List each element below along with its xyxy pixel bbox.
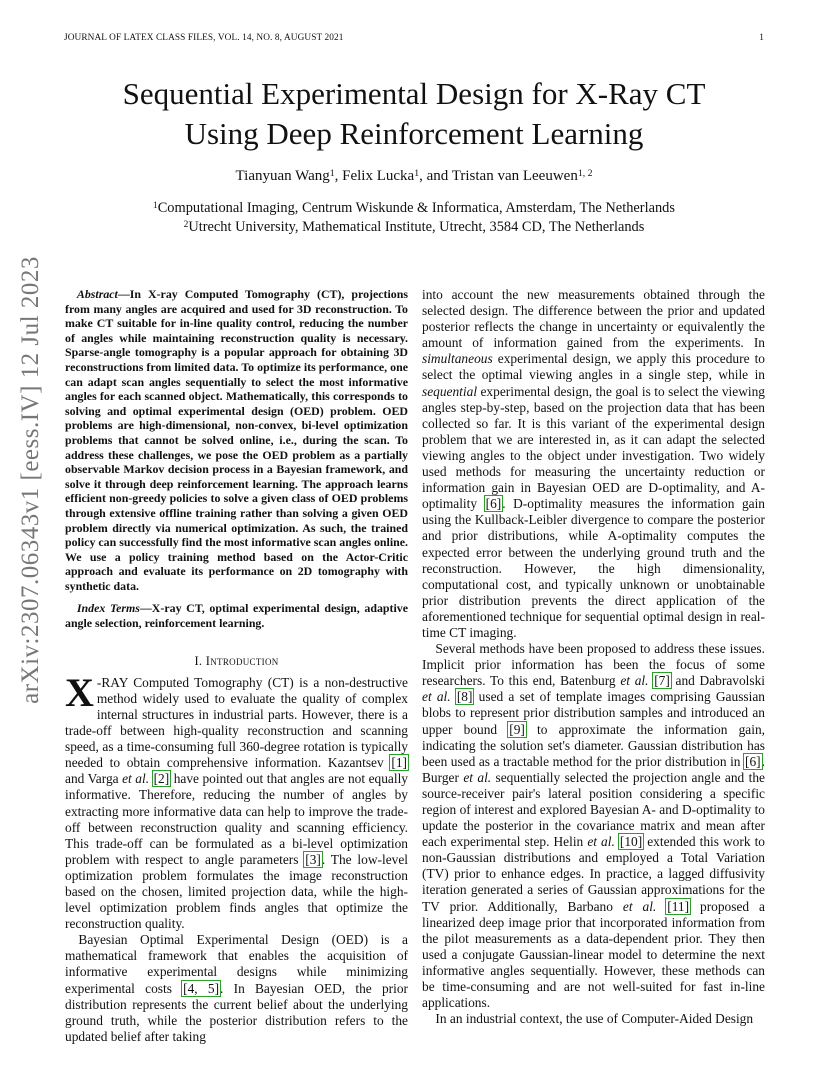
emphasis: sequential <box>422 383 478 399</box>
abstract-label: Abstract <box>76 287 118 301</box>
citation-link[interactable]: [9] <box>509 721 525 737</box>
paragraph-text: used a set of template images comprising Gaussian blobs to represent prior distribution samples and introduced an upper bound <box>422 689 765 737</box>
section-title: Introduction <box>205 653 279 668</box>
paragraph-text: Several methods have been proposed to address these issues. Implicit prior information has been the focus of some researchers. To this end, Batenburg <box>422 641 765 689</box>
citation-link[interactable]: [6] <box>485 496 502 512</box>
author-affiliation-mark: 1 <box>329 167 335 179</box>
et-al: et al. <box>622 898 657 914</box>
right-paragraph-3 <box>422 1011 765 1027</box>
intro-paragraph-2 <box>65 932 408 1045</box>
author-separator: , <box>334 168 343 184</box>
emphasis: simultaneous <box>422 351 493 367</box>
affiliation-mark: 1 <box>153 200 158 211</box>
affiliations <box>40 199 788 237</box>
citation-link[interactable]: [6] <box>745 753 761 769</box>
author-separator: , and <box>419 168 452 184</box>
paragraph-text: In an industrial context, the use of Computer-Aided Design <box>435 1011 754 1027</box>
affiliation-text: Utrecht University, Mathematical Institute, Utrecht, 3584 CD, The Netherlands <box>188 219 645 235</box>
paragraph-text: into account the new measurements obtained through the selected design. The difference between the prior and updated posterior reflects the change in uncertainty or equivalently the amount of information gained from the experiments. In <box>422 287 765 351</box>
index-terms-text: —X-ray CT, optimal experimental design, adaptive angle selection, reinforcement learning. <box>65 601 408 631</box>
paragraph-text: -RAY Computed Tomography (CT) is a non-destructive method widely used to evaluate the quality of complex internal structures in industrial parts. However, there is a trade-off between high-quality reconstruction and scanning speed, as a time-consuming full 360-degree rotation is typically needed to obtain comprehensive information. Kazantsev <box>65 674 408 771</box>
affiliation-mark: 2 <box>183 219 189 230</box>
paragraph-text: and Varga <box>65 771 123 787</box>
arxiv-id-text: arXiv:2307.06343v1 [eess.IV] 12 Jul 2023 <box>17 256 44 704</box>
author-affiliation-mark: 1 <box>414 167 420 179</box>
paragraph-text: experimental design, we apply this procedure to select the optimal viewing angles in a single step, while in <box>422 351 765 383</box>
author-name: Felix Lucka <box>342 168 415 184</box>
citation-link[interactable]: [10] <box>619 834 643 850</box>
affiliation-line <box>40 199 788 218</box>
section-numeral: I. <box>194 653 203 668</box>
et-al: et al. <box>422 689 451 705</box>
citation-link[interactable]: [11] <box>667 898 690 914</box>
author-name: Tristan van Leeuwen <box>451 168 578 184</box>
paragraph-text: to approximate the information gain, indicating the solution set's diameter. Gaussian distribution has been used as a tractable method for the prior distribution in <box>422 721 765 769</box>
author-affiliation-mark: 1, 2 <box>577 167 593 179</box>
author-name: Tianyuan Wang <box>235 168 330 184</box>
arxiv-stamp <box>16 256 46 704</box>
citation-link[interactable]: [8] <box>456 689 473 705</box>
running-header <box>64 33 764 43</box>
et-al: et al. <box>463 769 492 785</box>
paragraph-text: . The low-level optimization problem formulates the image reconstruction based on the chosen, limited projection data, while the high-level optimization problem finds angles that optimize the reconstruction quality. <box>65 851 408 932</box>
author-list <box>40 168 788 185</box>
citation-link[interactable]: [7] <box>654 673 670 689</box>
page-number: 1 <box>759 33 764 43</box>
paragraph-text: . In Bayesian OED, the prior distribution represents the current belief about the underlying ground truth, while the posterior distribution refers to the updated belief after taking <box>65 980 408 1044</box>
index-terms-label: Index Terms <box>76 601 140 616</box>
paragraph-text: experimental design, the goal is to select the viewing angles step-by-step, based on the projection data that has been collected so far. It is this variant of the experimental design problem that we are interested in, as it can adapt the selected viewing angles to the object under investigation. Two widely used methods for measuring the uncertainty reduction or information gain in Bayesian OED are D-optimality, and A-optimality <box>422 383 765 512</box>
affiliation-text: Computational Imaging, Centrum Wiskunde & Informatica, Amsterdam, The Netherlands <box>157 200 675 216</box>
paragraph-text: sequentially selected the projection angle and the source-receiver pair's lateral position considering a specific region of interest and explored Bayesian A- and D-optimality to update the posterior in the covariance matrix and mean after each experimental step. Helin <box>422 769 765 850</box>
index-terms <box>65 601 408 630</box>
citation-link[interactable]: [4, 5] <box>183 980 220 996</box>
left-column <box>65 287 408 1045</box>
right-paragraph-2 <box>422 641 765 1011</box>
et-al: et al. <box>587 834 615 850</box>
paragraph-text: and Dabravolski <box>670 673 765 689</box>
abstract-text: —In X-ray Computed Tomography (CT), projections from many angles are acquired and used for 3D reconstruction. To make CT suitable for in-line quality control, reducing the number of angles while maintaining reconstruction quality is necessary. Sparse-angle tomography is a popular approach for obtaining 3D reconstructions from limited data. To optimize its performance, one can adapt scan angles sequentially to select the most informative angles for each scanned object. Mathematically, this corresponds to solving and optimal experimental design (OED) problem. OED problems are high-dimensional, non-convex, bi-level optimization problems that cannot be solved online, i.e., during the scan. To address these challenges, we pose the OED problem as a partially observable Markov decision process in a Bayesian framework, and solve it through deep reinforcement learning. The approach learns efficient non-greedy policies to solve a given class of OED problems through extensive offline training rather than solving a given OED problem directly via numerical optimization. As such, the trained policy can successfully find the most informative scan angles online. We use a policy training method based on the Actor-Critic approach and evaluate its performance on 2D tomography with synthetic data. <box>65 287 408 593</box>
paragraph-text: . D-optimality measures the information gain using the Kullback-Leibler divergence to compare the posterior and prior distributions, while A-optimality computes the expected error between the underlying ground truth and the reconstruction. However, the high dimensionality, computational cost, and typically unknown or unobtainable prior distribution prevents the direct application of the aforementioned technique for sequential optimal design in real-time CT imaging. <box>422 496 765 640</box>
drop-cap: X <box>65 669 94 715</box>
right-paragraph-1 <box>422 287 765 641</box>
title-line-2: Using Deep Reinforcement Learning <box>184 116 644 151</box>
et-al: et al. <box>620 673 649 689</box>
abstract <box>65 287 408 593</box>
paper-title <box>40 74 788 154</box>
paragraph-text: Bayesian Optimal Experimental Design (OED) is a mathematical framework that enables the acquisition of informative experimental designs while minimizing experimental costs <box>65 932 408 996</box>
affiliation-line <box>40 218 788 237</box>
paragraph-text: extended this work to non-Gaussian distributions and employed a Total Variation (TV) prior to enhance edges. In practice, a lagged diffusivity iteration generated a series of Gaussian approximations for the TV prior. Additionally, Barbano <box>422 834 765 914</box>
citation-link[interactable]: [3] <box>305 851 321 867</box>
citation-link[interactable]: [1] <box>391 755 407 771</box>
intro-paragraph-1 <box>65 669 408 933</box>
paragraph-text: have pointed out that angles are not equally informative. Therefore, reducing the number of angles by extracting more informative data can help to improve the trade-off between reconstruction quality and scanning efficiency. This trade-off can be formulated as a bi-level optimization problem with respect to angle parameters <box>65 771 408 867</box>
journal-name: JOURNAL OF LATEX CLASS FILES, VOL. 14, NO. 8, AUGUST 2021 <box>64 33 344 43</box>
paragraph-text: proposed a linearized deep image prior that incorporated information from the pilot measurements as a data-dependent prior. They then used a conjugate Gaussian-linear model to determine the next informative angles sequentially. However, these methods can be time-consuming and are not well-suited for fast in-line applications. <box>422 898 765 1011</box>
paragraph-text: . Burger <box>422 753 765 785</box>
right-column <box>422 287 765 1027</box>
citation-link[interactable]: [2] <box>153 771 170 787</box>
et-al: et al. <box>122 771 150 787</box>
title-line-1: Sequential Experimental Design for X-Ray CT <box>122 76 706 111</box>
section-heading <box>65 653 408 669</box>
